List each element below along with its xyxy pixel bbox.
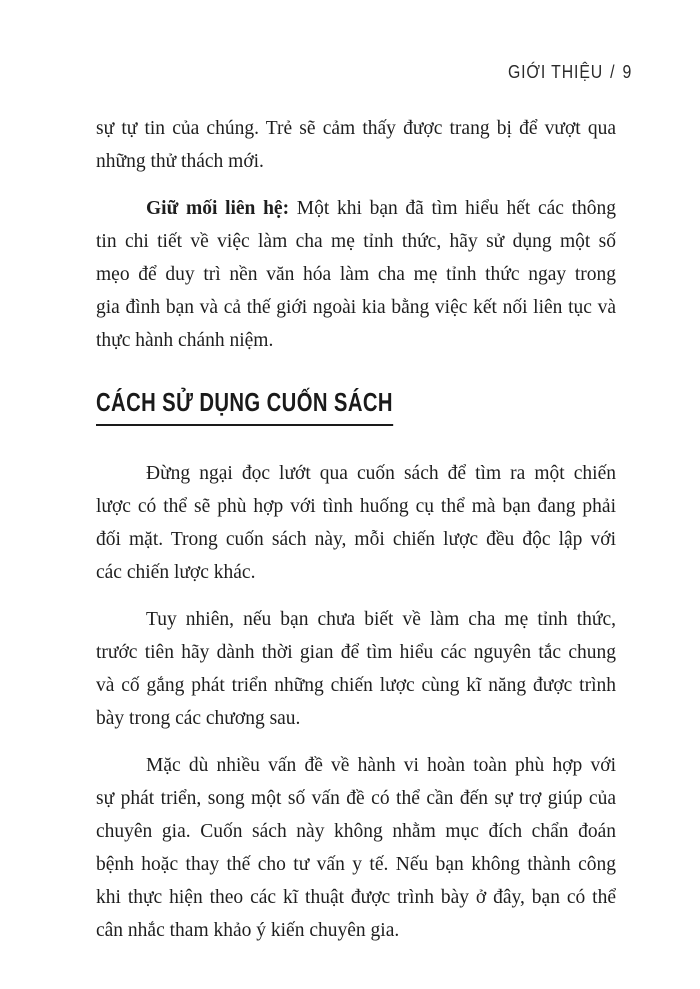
text-line [96,192,616,225]
section-heading-wrap [96,377,616,441]
text-line: trước tiên hãy dành thời gian để tìm hiểu các nguyên tắc chung [96,642,616,663]
running-head-separator: / [609,62,616,82]
text-line: các chiến lược khác. [96,562,256,583]
chapter-title: GIỚI THIỆU [507,62,603,82]
page-number: 9 [622,62,632,82]
text-line: những thử thách mới. [96,151,264,172]
text-line: gia đình bạn và cả thế giới ngoài kia bằng việc kết nối liên tục và [96,297,616,318]
text-line: lược có thể sẽ phù hợp với tình huống cụ thể mà bạn đang phải [96,496,616,517]
paragraph-stay-connected [96,192,616,357]
text-line: khi thực hiện theo các kĩ thuật được trình bày ở đây, bạn có thể [96,887,616,908]
text-line: mẹo để duy trì nền văn hóa làm cha mẹ tỉnh thức ngay trong [96,264,616,285]
page-body [96,112,616,961]
bold-lead-in: Giữ mối liên hệ: [146,198,290,219]
text-line: Tuy nhiên, nếu bạn chưa biết về làm cha mẹ tỉnh thức, [146,609,616,630]
text-line: tin chi tiết về việc làm cha mẹ tỉnh thức, hãy sử dụng một số [96,231,616,252]
text-line: bệnh hoặc thay thế cho tư vấn y tế. Nếu bạn không thành công [96,854,616,875]
text-line: sự tự tin của chúng. Trẻ sẽ cảm thấy được trang bị để vượt qua [96,118,616,139]
text-line: cân nhắc tham khảo ý kiến chuyên gia. [96,920,400,941]
text-line: Mặc dù nhiều vấn đề về hành vi hoàn toàn phù hợp với [146,755,616,776]
text-line: và cố gắng phát triển những chiến lược cùng kĩ năng được trình [96,675,616,696]
paragraph-how-to-use-1 [96,457,616,589]
text-line: thực hành chánh niệm. [96,330,274,351]
paragraph-how-to-use-2 [96,603,616,735]
text-line: đối mặt. Trong cuốn sách này, mỗi chiến lược đều độc lập với [96,529,616,550]
text-span: Một khi bạn đã tìm hiểu hết các thông [289,198,617,219]
text-line: Đừng ngại đọc lướt qua cuốn sách để tìm ra một chiến [146,463,616,484]
section-heading: CÁCH SỬ DỤNG CUỐN SÁCH [96,387,393,426]
paragraph-continued [96,112,616,178]
text-line: bày trong các chương sau. [96,708,301,729]
text-line: sự phát triển, song một số vấn đề có thể cần đến sự trợ giúp của [96,788,616,809]
paragraph-how-to-use-3 [96,749,616,947]
text-line: chuyên gia. Cuốn sách này không nhằm mục đích chẩn đoán [96,821,616,842]
running-head [508,62,632,83]
